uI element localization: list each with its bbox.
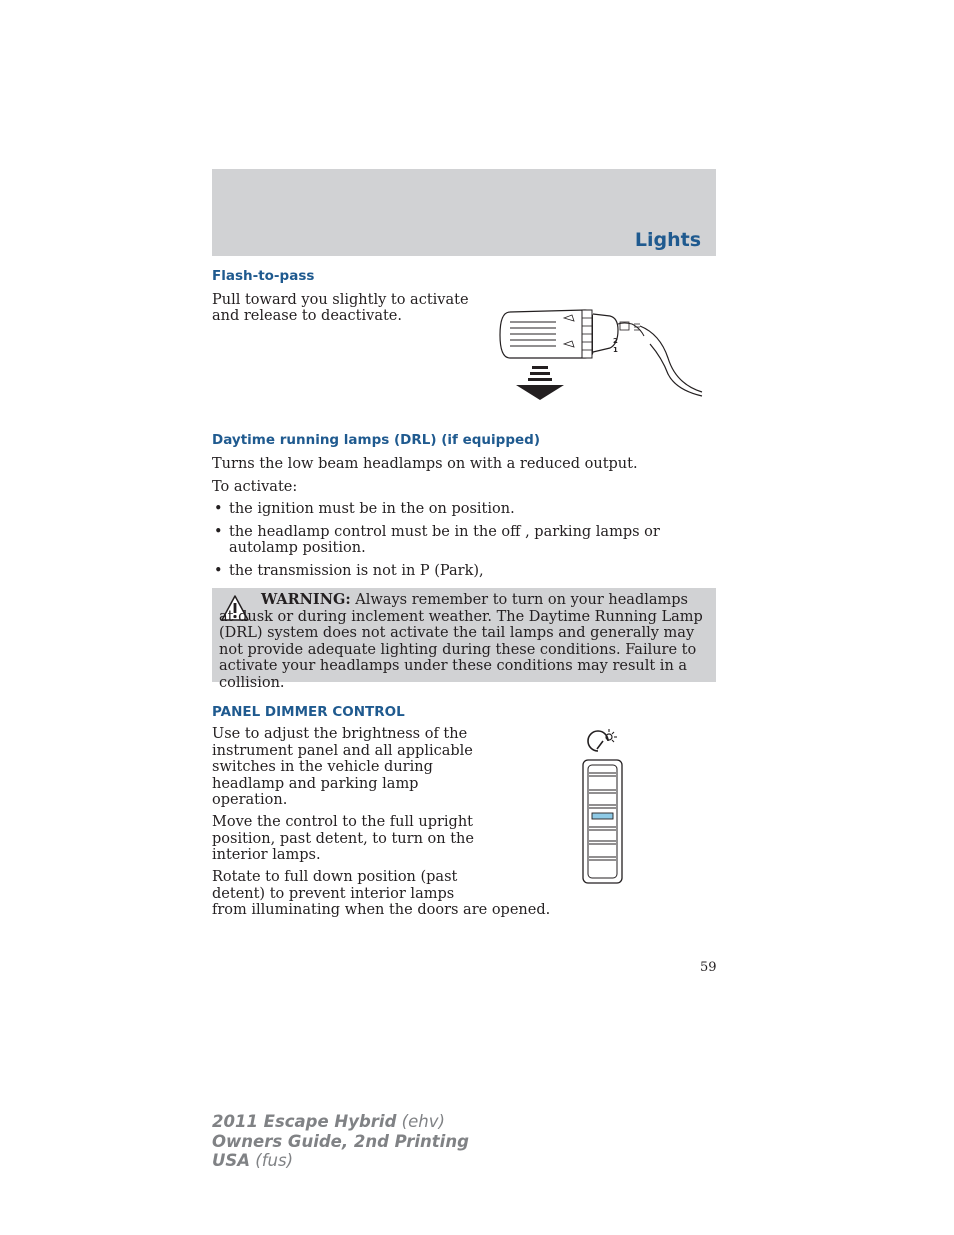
flash-to-pass-heading: Flash-to-pass xyxy=(212,268,315,284)
panel-dimmer-para2-line1: Move the control to the full upright xyxy=(212,814,473,830)
warning-text xyxy=(219,592,705,691)
panel-dimmer-illustration xyxy=(578,727,630,887)
panel-dimmer-para3-line3: from illuminating when the doors are opened. xyxy=(212,902,551,918)
dimmer-indicator xyxy=(592,813,613,819)
warning-label: WARNING: xyxy=(261,591,351,608)
panel-dimmer-para1-line4: headlamp and parking lamp xyxy=(212,775,419,792)
panel-dimmer-para2-line2: position, past detent, to turn on the xyxy=(212,830,474,847)
warning-box xyxy=(212,588,716,691)
panel-dimmer-para2-line3: interior lamps. xyxy=(212,847,321,863)
page-number: 59 xyxy=(700,960,717,975)
drl-intro: Turns the low beam headlamps on with a reduced output. xyxy=(212,456,638,472)
instrument-dimmer-icon xyxy=(588,729,617,751)
list-item: • the transmission is not in P (Park), xyxy=(212,563,712,580)
stalk-label-1: 1 xyxy=(613,346,618,354)
flash-to-pass-body-line1: Pull toward you slightly to activate xyxy=(212,292,469,308)
panel-dimmer-heading: PANEL DIMMER CONTROL xyxy=(212,704,405,720)
stalk-label-2: 2 xyxy=(613,337,618,345)
warning-body: Always remember to turn on your headlamps at dusk or during inclement weather. The Daytime Running Lamp (DRL) system does not activate the tail lamps and generally may not provide adequate lighting during these conditions. Failure to activate your headlamps under these conditions may result in a collision. xyxy=(219,592,703,691)
multifunction-stalk-illustration xyxy=(490,300,705,405)
section-header-band xyxy=(212,169,716,256)
section-title: Lights xyxy=(634,229,701,251)
panel-dimmer-para1-line1: Use to adjust the brightness of the xyxy=(212,726,468,742)
drl-heading: Daytime running lamps (DRL) (if equipped) xyxy=(212,432,540,448)
panel-dimmer-para1-line3: switches in the vehicle during xyxy=(212,759,433,775)
panel-dimmer-para3-line1: Rotate to full down position (past xyxy=(212,869,458,885)
panel-dimmer-para3-line2: detent) to prevent interior lamps xyxy=(212,885,455,902)
drl-activation-list xyxy=(212,501,712,585)
flash-to-pass-body-line2: and release to deactivate. xyxy=(212,308,402,324)
pull-down-arrow-icon xyxy=(516,366,564,400)
footer-model-code: (ehv) xyxy=(396,1112,445,1131)
panel-dimmer-para1-line2: instrument panel and all applicable xyxy=(212,742,473,759)
footer-market-code: (fus) xyxy=(250,1151,294,1170)
drl-to-activate: To activate: xyxy=(212,479,298,495)
footer-model: 2011 Escape Hybrid xyxy=(212,1112,397,1131)
list-item: • the headlamp control must be in the off , parking lamps or autolamp position. xyxy=(212,524,712,557)
footer-guide: Owners Guide, 2nd Printing xyxy=(212,1131,469,1151)
footer-market: USA xyxy=(212,1151,251,1170)
list-item: • the ignition must be in the on position. xyxy=(212,501,712,518)
document-footer xyxy=(212,1112,469,1171)
panel-dimmer-para1-line5: operation. xyxy=(212,792,288,808)
